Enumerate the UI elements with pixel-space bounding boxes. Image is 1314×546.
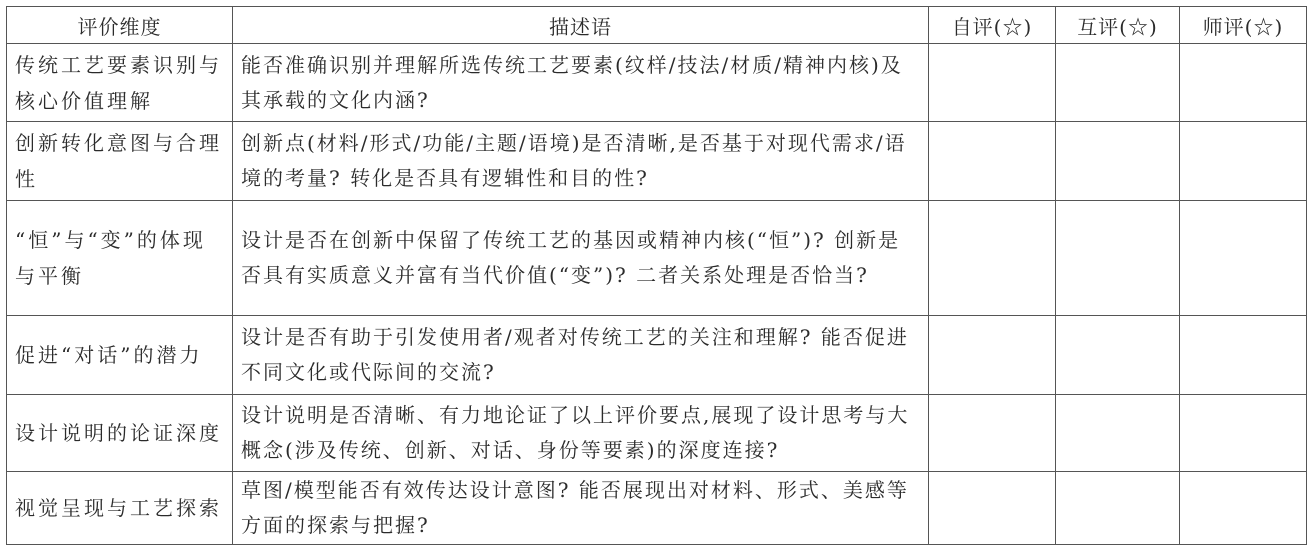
peer-eval-cell[interactable]: [1056, 44, 1180, 122]
dimension-cell: 传统工艺要素识别与核心价值理解: [7, 44, 233, 122]
teacher-eval-cell[interactable]: [1180, 316, 1307, 395]
description-cell: 创新点(材料/形式/功能/主题/语境)是否清晰,是否基于对现代需求/语境的考量? 转化是否具有逻辑性和目的性?: [233, 122, 929, 201]
table-row: [7, 44, 1307, 122]
peer-eval-cell[interactable]: [1056, 472, 1180, 545]
teacher-eval-cell[interactable]: [1180, 395, 1307, 472]
self-eval-cell[interactable]: [929, 201, 1056, 316]
table-row: [7, 395, 1307, 472]
self-eval-cell[interactable]: [929, 316, 1056, 395]
table-row: [7, 472, 1307, 545]
description-cell: 能否准确识别并理解所选传统工艺要素(纹样/技法/材质/精神内核)及其承载的文化内涵?: [233, 44, 929, 122]
description-cell: 设计是否在创新中保留了传统工艺的基因或精神内核(“恒”)? 创新是否具有实质意义并富有当代价值(“变”)? 二者关系处理是否恰当?: [233, 201, 929, 316]
dimension-cell: 视觉呈现与工艺探索: [7, 472, 233, 545]
header-dimension: 评价维度: [7, 7, 233, 44]
peer-eval-cell[interactable]: [1056, 201, 1180, 316]
teacher-eval-cell[interactable]: [1180, 44, 1307, 122]
teacher-eval-cell[interactable]: [1180, 122, 1307, 201]
header-self-eval: 自评(☆): [929, 7, 1056, 44]
table-row: [7, 316, 1307, 395]
peer-eval-cell[interactable]: [1056, 122, 1180, 201]
header-peer-eval: 互评(☆): [1056, 7, 1180, 44]
self-eval-cell[interactable]: [929, 472, 1056, 545]
teacher-eval-cell[interactable]: [1180, 201, 1307, 316]
self-eval-cell[interactable]: [929, 122, 1056, 201]
self-eval-cell[interactable]: [929, 44, 1056, 122]
table-header-row: [7, 7, 1307, 44]
peer-eval-cell[interactable]: [1056, 316, 1180, 395]
dimension-cell: 设计说明的论证深度: [7, 395, 233, 472]
dimension-cell: “恒”与“变”的体现与平衡: [7, 201, 233, 316]
dimension-cell: 促进“对话”的潜力: [7, 316, 233, 395]
dimension-cell: 创新转化意图与合理性: [7, 122, 233, 201]
table-row: [7, 201, 1307, 316]
evaluation-rubric-table: [6, 6, 1307, 545]
header-teacher-eval: 师评(☆): [1180, 7, 1307, 44]
teacher-eval-cell[interactable]: [1180, 472, 1307, 545]
header-description: 描述语: [233, 7, 929, 44]
peer-eval-cell[interactable]: [1056, 395, 1180, 472]
description-cell: 设计是否有助于引发使用者/观者对传统工艺的关注和理解? 能否促进不同文化或代际间的交流?: [233, 316, 929, 395]
table-row: [7, 122, 1307, 201]
self-eval-cell[interactable]: [929, 395, 1056, 472]
description-cell: 草图/模型能否有效传达设计意图? 能否展现出对材料、形式、美感等方面的探索与把握?: [233, 472, 929, 545]
description-cell: 设计说明是否清晰、有力地论证了以上评价要点,展现了设计思考与大概念(涉及传统、创新、对话、身份等要素)的深度连接?: [233, 395, 929, 472]
